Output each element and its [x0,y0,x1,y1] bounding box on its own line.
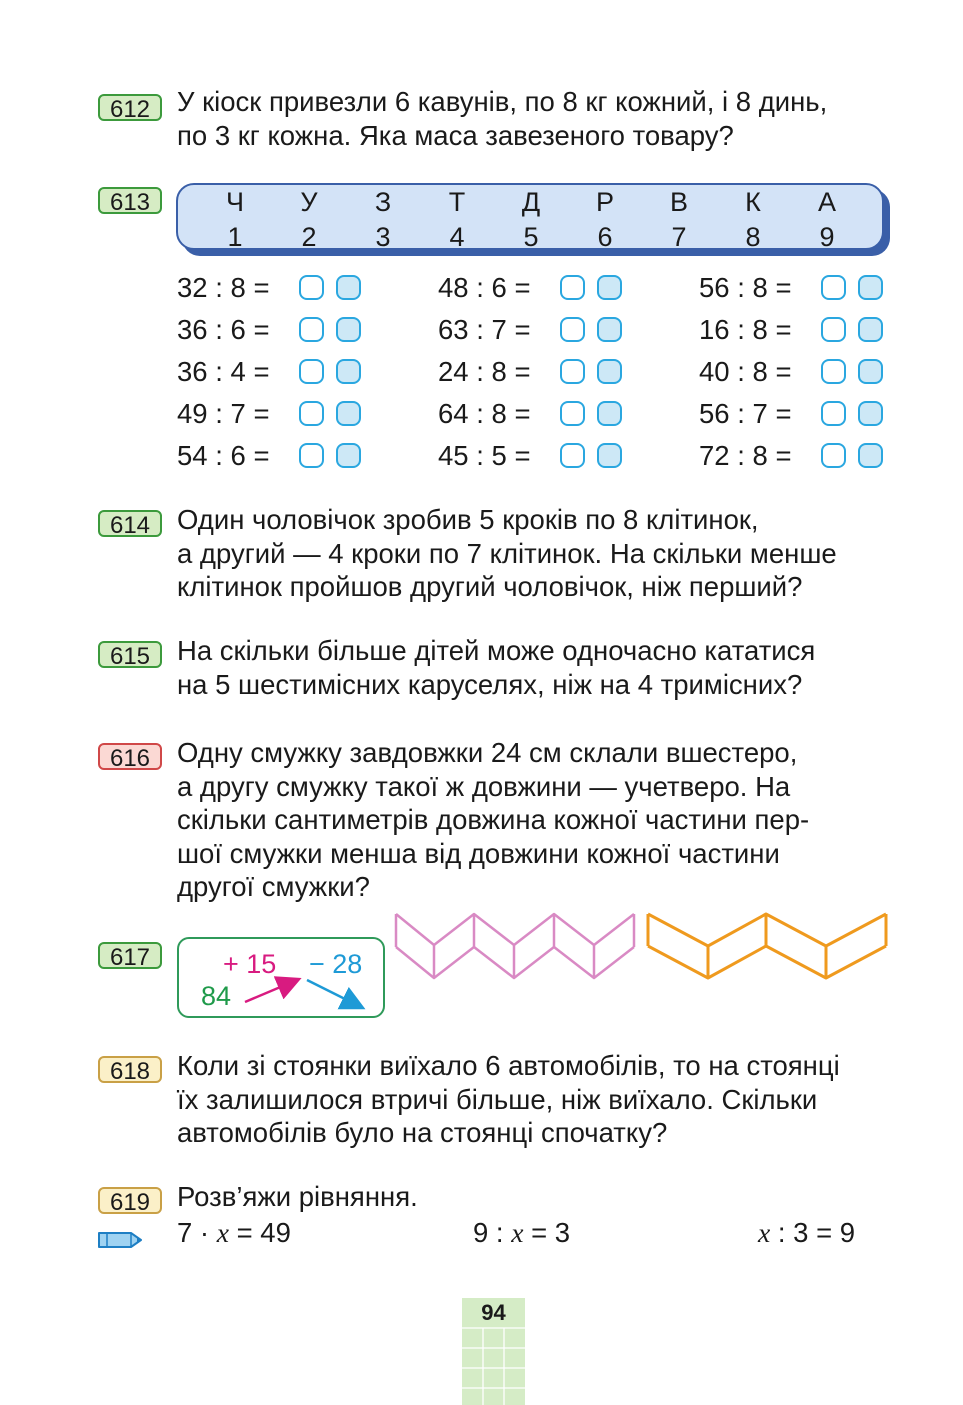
division-expression: 72 : 8 = [699,440,792,471]
answer-digit-box[interactable] [560,317,585,342]
division-expression: 56 : 7 = [699,398,792,429]
equation-2 [473,1216,570,1250]
division-expression: 16 : 8 = [699,314,792,345]
division-expression: 48 : 6 = [438,272,531,303]
cipher-key [176,183,884,250]
equation-2-variable: x [511,1217,524,1248]
answer-digit-box[interactable] [858,275,883,300]
answer-digit-box[interactable] [597,359,622,384]
cipher-letter: Д [521,187,541,217]
chain-op-minus: − 28 [309,949,363,979]
answer-digit-box[interactable] [821,275,846,300]
task-616-line-1: Одну смужку завдовжки 24 см склали вшестеро, [177,737,798,768]
equation-3-right: : 3 = 9 [770,1217,856,1248]
answer-digit-box[interactable] [299,359,324,384]
answer-digit-box[interactable] [821,317,846,342]
chain-arrows [179,939,383,1016]
equation-1-left: 7 · [177,1217,217,1248]
answer-digit-box[interactable] [336,275,361,300]
answer-digit-box[interactable] [858,359,883,384]
pencil-icon [97,1229,143,1256]
page-number: 94 [481,1300,506,1325]
task-615-line-1: На скільки більше дітей може одночасно кататися [177,635,816,666]
task-612-text [177,85,889,152]
division-expression: 63 : 7 = [438,314,531,345]
division-expression: 54 : 6 = [177,440,270,471]
division-expression: 45 : 5 = [438,440,531,471]
chain-start-number: 84 [201,981,232,1011]
task-number-619: 619 [98,1187,162,1214]
pink-zigzag-strip [394,912,638,982]
task-number-617: 617 [98,942,162,969]
task-number-616: 616 [98,743,162,770]
task-612-line-1: У кіоск привезли 6 кавунів, по 8 кг кожний, і 8 динь, [177,86,828,117]
equation-2-left: 9 : [473,1217,512,1248]
answer-digit-box[interactable] [858,317,883,342]
equation-3-variable: x [758,1217,771,1248]
cipher-letter: Т [448,187,466,217]
answer-digit-box[interactable] [560,359,585,384]
arrow-minus [307,980,361,1007]
task-614-line-2: а другий — 4 кроки по 7 клітинок. На скільки менше [177,537,837,569]
answer-digit-box[interactable] [858,401,883,426]
task-618-line-1: Коли зі стоянки виїхало 6 автомобілів, то на стоянці [177,1050,840,1081]
answer-digit-box[interactable] [821,443,846,468]
equation-1 [177,1216,291,1250]
orange-zigzag-strip [646,910,890,980]
cipher-letter: З [374,187,392,217]
cipher-digit: 5 [523,222,539,252]
task-616-line-2: а другу смужку такої ж довжини — учетверо. На [177,770,791,802]
cipher-digit: 8 [745,222,761,252]
division-expression: 40 : 8 = [699,356,792,387]
task-number-618: 618 [98,1056,162,1083]
cipher-digit: 1 [227,222,243,252]
answer-digit-box[interactable] [821,401,846,426]
answer-digit-box[interactable] [597,317,622,342]
division-expression: 32 : 8 = [177,272,270,303]
answer-digit-box[interactable] [560,275,585,300]
task-618-text [177,1049,889,1150]
cipher-digit: 2 [301,222,317,252]
task-number-613: 613 [98,187,162,214]
cipher-digit: 7 [671,222,687,252]
task-615-text [177,634,889,701]
answer-digit-box[interactable] [336,401,361,426]
division-expression: 36 : 4 = [177,356,270,387]
answer-digit-box[interactable] [597,443,622,468]
division-expression: 64 : 8 = [438,398,531,429]
division-expression: 56 : 8 = [699,272,792,303]
answer-digit-box[interactable] [560,401,585,426]
task-614-line-1: Один чоловічок зробив 5 кроків по 8 клітинок, [177,504,759,535]
answer-digit-box[interactable] [336,443,361,468]
task-618-line-2: їх залишилося втричі більше, ніж виїхало. Скільки [177,1083,818,1115]
page-number-block [462,1298,525,1405]
equation-3 [758,1216,855,1250]
answer-digit-box[interactable] [299,317,324,342]
equation-2-right: = 3 [523,1217,571,1248]
cipher-digit: 3 [375,222,391,252]
cipher-letter: А [817,187,836,217]
task-number-614: 614 [98,510,162,537]
answer-digit-box[interactable] [597,401,622,426]
arrow-plus [245,980,297,1002]
cipher-digit: 9 [819,222,835,252]
answer-digit-box[interactable] [560,443,585,468]
equation-1-variable: x [216,1217,229,1248]
task-619-instruction: Розв’яжи рівняння. [177,1181,418,1212]
task-615-line-2: на 5 шестимісних каруселях, ніж на 4 тримісних? [177,668,803,700]
cipher-letter: Ч [226,187,244,217]
cipher-letter: В [669,187,688,217]
answer-digit-box[interactable] [821,359,846,384]
operation-chain [177,937,385,1018]
cipher-digit: 6 [597,222,613,252]
cipher-letter: К [745,187,761,217]
answer-digit-box[interactable] [336,317,361,342]
task-618-line-3: автомобілів було на стоянці спочатку? [177,1117,668,1148]
cipher-letter: Р [595,187,614,217]
cipher-letter: У [300,187,318,217]
task-number-612: 612 [98,94,162,121]
answer-digit-box[interactable] [299,401,324,426]
answer-digit-box[interactable] [858,443,883,468]
task-616-line-4: шої смужки менша від довжини кожної частини [177,837,780,869]
task-616-line-5: другої смужки? [177,871,370,902]
answer-digit-box[interactable] [597,275,622,300]
task-614-line-3: клітинок пройшов другий чоловічок, ніж перший? [177,571,803,602]
task-614-text [177,503,889,604]
task-616-text [177,736,889,904]
answer-digit-box[interactable] [336,359,361,384]
cipher-digit: 4 [449,222,465,252]
task-612-line-2: по 3 кг кожна. Яка маса завезеного товару? [177,119,734,151]
equation-1-right: = 49 [228,1217,291,1248]
division-expression: 24 : 8 = [438,356,531,387]
task-number-615: 615 [98,641,162,668]
answer-digit-box[interactable] [299,443,324,468]
division-expression: 49 : 7 = [177,398,270,429]
division-expression: 36 : 6 = [177,314,270,345]
task-616-line-3: скільки сантиметрів довжина кожної частини пер- [177,804,810,835]
chain-op-plus: + 15 [223,949,277,979]
answer-digit-box[interactable] [299,275,324,300]
